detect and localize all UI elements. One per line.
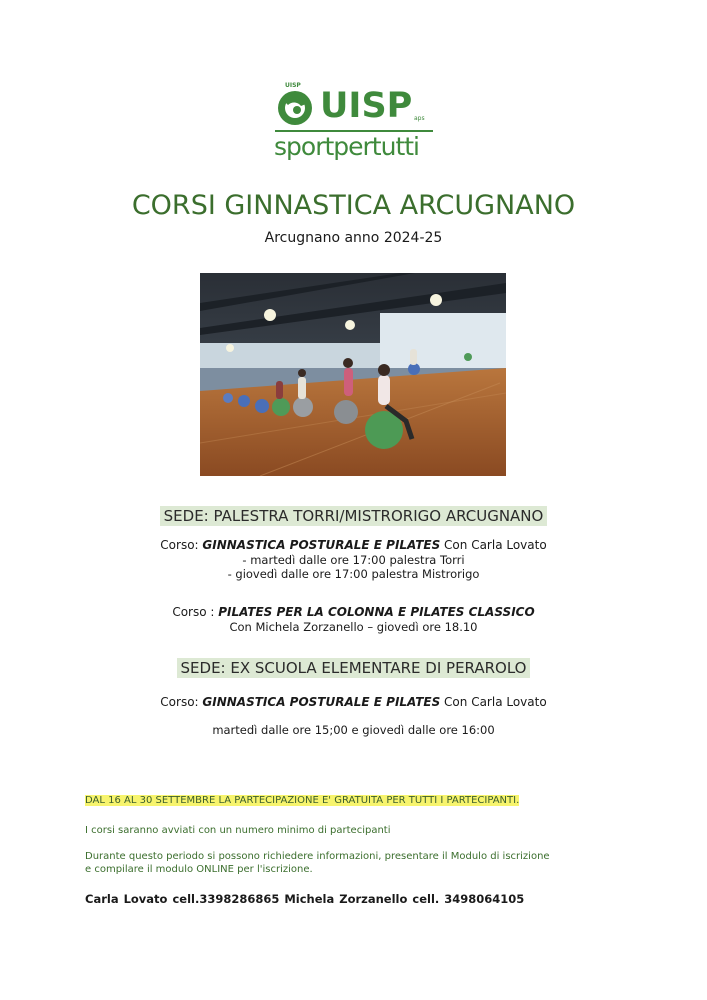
highlighted-text: DAL 16 AL 30 SETTEMBRE LA PARTECIPAZIONE E' GRATUITA PER TUTTI I PARTECIPANTI. (85, 795, 520, 806)
page-subtitle: Arcugnano anno 2024-25 (264, 230, 443, 246)
logo-wordmark: UISP (320, 86, 413, 126)
sede-title (0, 507, 707, 525)
course-schedule: Con Michela Zorzanello – giovedì ore 18.10 (229, 620, 478, 634)
course-teacher: Con Carla Lovato (440, 538, 547, 552)
course-schedule: - giovedì dalle ore 17:00 palestra Mistrorigo (227, 567, 480, 581)
course-name: PILATES PER LA COLONNA E PILATES CLASSICO (218, 605, 535, 619)
info-note-line-2: e compilare il modulo ONLINE per l'iscrizione. (85, 864, 313, 875)
logo-aps: aps (414, 115, 425, 122)
course-prefix: Corso: (160, 695, 203, 709)
gym-photo (200, 273, 506, 476)
page-title: CORSI GINNASTICA ARCUGNANO (131, 190, 576, 221)
logo-tagline: sportpertutti (274, 132, 419, 161)
uisp-logo (272, 82, 438, 166)
course-name: GINNASTICA POSTURALE E PILATES (202, 695, 441, 709)
sede-title (0, 659, 707, 677)
course-name: GINNASTICA POSTURALE E PILATES (202, 538, 441, 552)
uisp-emblem-icon (274, 88, 316, 128)
minimum-participants-note: I corsi saranno avviati con un numero minimo di partecipanti (85, 825, 391, 836)
logo-small-text: UISP (285, 82, 301, 89)
info-note-line-1: Durante questo periodo si possono richiedere informazioni, presentare il Modulo di iscrizione (85, 851, 550, 862)
course-prefix: Corso: (160, 538, 203, 552)
sede-label: SEDE: EX SCUOLA ELEMENTARE DI PERAROLO (177, 658, 531, 678)
course-prefix: Corso : (172, 605, 219, 619)
contacts: Carla Lovato cell.3398286865 Michela Zorzanello cell. 3498064105 (85, 892, 525, 906)
course-line (0, 695, 707, 710)
course-schedule: martedì dalle ore 15;00 e giovedì dalle ore 16:00 (212, 723, 495, 737)
course-teacher: Con Carla Lovato (440, 695, 547, 709)
free-participation-note (85, 794, 645, 807)
course-schedule: - martedì dalle ore 17:00 palestra Torri (242, 553, 465, 567)
sede-label: SEDE: PALESTRA TORRI/MISTRORIGO ARCUGNANO (160, 506, 548, 526)
course-line (0, 605, 707, 620)
course-line (0, 538, 707, 553)
